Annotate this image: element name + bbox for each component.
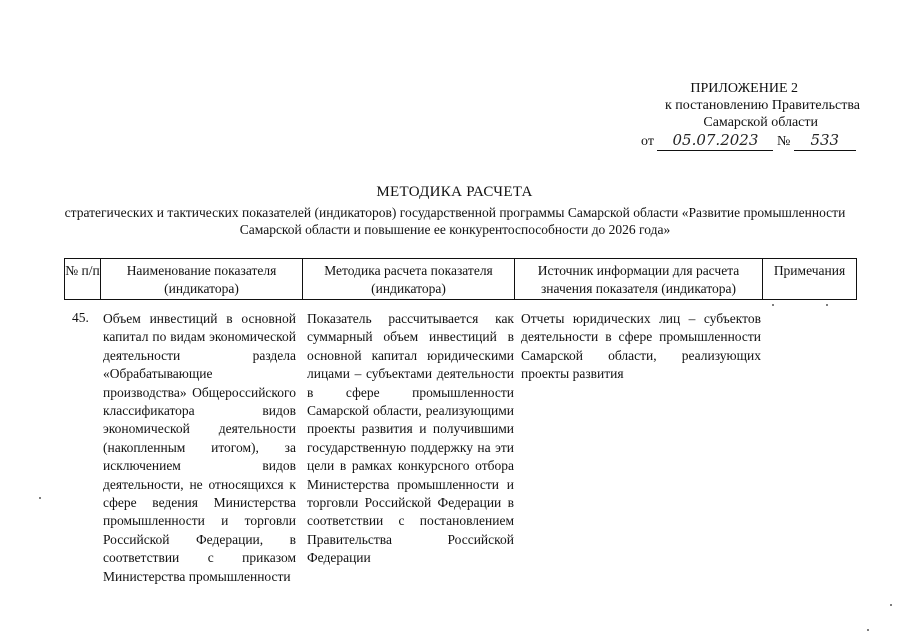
decree-number-label: № bbox=[776, 134, 791, 149]
document-title: МЕТОДИКА РАСЧЕТА bbox=[376, 184, 533, 200]
header-notes: Примечания bbox=[762, 258, 857, 300]
header-source: Источник информации для расчета значения показателя (индикатора) bbox=[514, 258, 762, 300]
row-number: 45. bbox=[72, 310, 89, 325]
header-method: Методика расчета показателя (индикатора) bbox=[302, 258, 514, 300]
decree-from-label: от bbox=[641, 134, 654, 149]
scan-speck bbox=[890, 604, 892, 606]
scan-speck bbox=[867, 629, 869, 631]
decree-date: 05.07.2023 bbox=[672, 131, 759, 149]
scan-speck bbox=[39, 497, 41, 499]
scan-speck bbox=[772, 304, 774, 306]
decree-line bbox=[641, 131, 856, 151]
row-indicator-name: Объем инвестиций в основной капитал по видам экономической деятельности раздела «Обрабатывающие производства» Общероссийского классификатора видов экономической деятельности (накопленным итогом), за исключением видов деятельности, не относящихся к сфере ведения Министерства промышленности и торговли Российской Федерации, в соответствии с приказом Министерства промышленности bbox=[103, 311, 296, 584]
header-name: Наименование показателя (индикатора) bbox=[100, 258, 302, 300]
row-calculation-method: Показатель рассчитывается как суммарный объем инвестиций в основной капитал юридическими лицами – субъектами деятельности в сфере промышленности Самарской области, реализующими проекты развития и получившими государственную поддержку на эти цели в рамках конкурсного отбора Министерства промышленности и торговли Российской Федерации в соответствии с постановлением Правительства Российской Федерации bbox=[307, 311, 514, 566]
header-num: № п/п bbox=[64, 258, 100, 300]
row-information-source: Отчеты юридических лиц – субъектов деятельности в сфере промышленности Самарской области, реализующих проекты развития bbox=[521, 311, 761, 382]
document-subtitle: стратегических и тактических показателей (индикаторов) государственной программы Самарской области «Развитие промышленности Самарской области и повышение ее конкурентоспособности до 2026 года» bbox=[64, 205, 846, 237]
decree-number: 533 bbox=[810, 131, 840, 149]
appendix-line1: к постановлению Правительства bbox=[664, 98, 860, 113]
appendix-title: ПРИЛОЖЕНИЕ 2 bbox=[690, 81, 798, 96]
appendix-block bbox=[620, 80, 860, 131]
appendix-line2: Самарской области bbox=[703, 115, 818, 130]
scan-speck bbox=[826, 304, 828, 306]
